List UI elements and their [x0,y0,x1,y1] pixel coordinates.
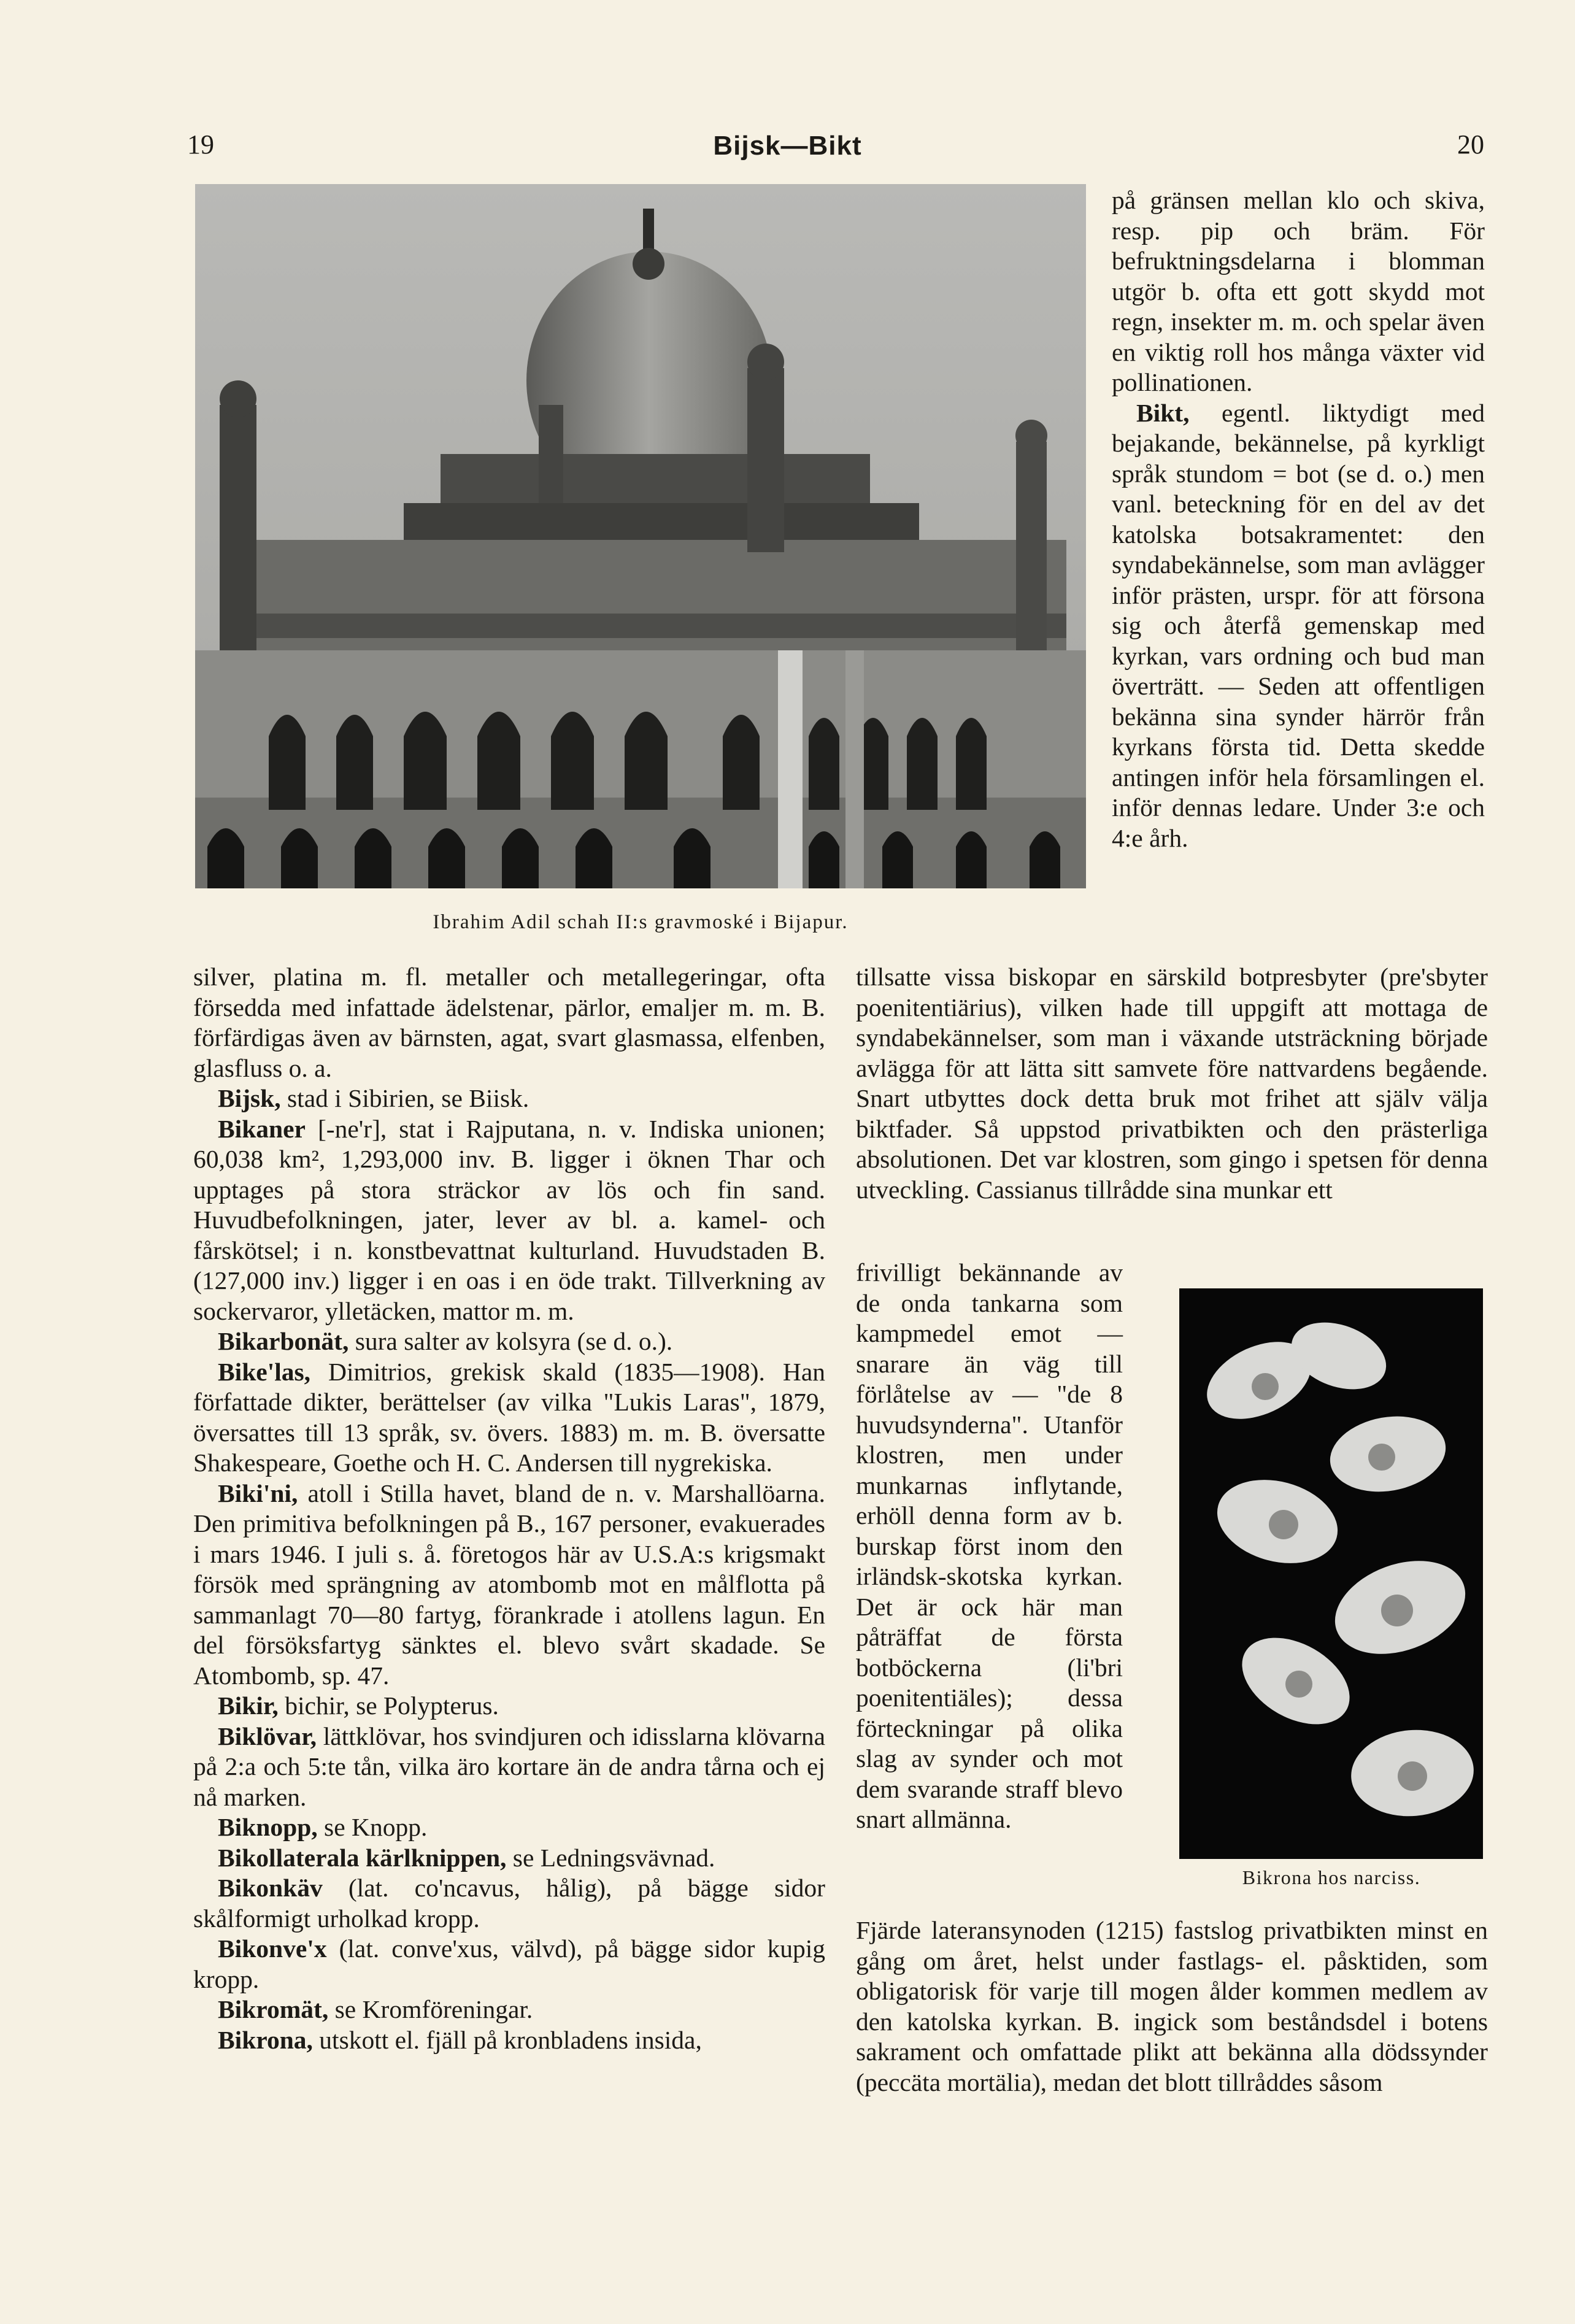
entry-bikt-continued: tillsatte vissa biskopar en särskild botpresbyter (pre'sbyter poenitentiärius), vilken hade till uppgift att mottaga de syndabekännelser, som man i växande utsträckning började avlägga för att lätta sitt samvete före nattvardens begående. Snart utbyttes dock detta bruk mot frihet att själv välja biktfader. Så uppstod privatbikten och den prästerliga absolutionen. Det var klostren, som gingo i spetsen för denna utveckling. Cassianus tillrådde sina munkar ett [856,963,1488,1204]
headword-bikini: Biki'ni, [218,1479,298,1507]
entry-bikir: Bikir, bichir, se Polypterus. [218,1691,499,1720]
entry-biknopp: Biknopp, se Knopp. [218,1813,428,1841]
headword-bikaner: Bikaner [218,1114,306,1143]
entry-bikollaterala: Bikollaterala kärlknippen, se Ledningsvävnad. [218,1843,715,1872]
entry-bikonkav: Bikonkäv (lat. co'ncavus, hålig), på bägge sidor skålformigt urholkad kropp. [193,1874,825,1933]
headword-bikromat: Bikromät, [218,1995,329,2023]
entry-bikt-narrow: frivilligt bekännande av de onda tankarna som kampmedel emot — snarare än väg till förlåtelse av — "de 8 huvudsynderna". Utanför klostren, men under munkarnas inflytande, erhöll denna form av b. burskap först inom den irländsk-skotska kyrkan. Det är ock här man påträffat de första botböckerna (li'bri poenitentiäles); dessa förteckningar på olika slag av synder och mot dem svarande straff blevo snart allmänna. [856,1258,1123,1833]
right-column-top [1112,185,1485,853]
entry-bikt [1112,398,1485,854]
entry-bikonvex: Bikonve'x (lat. conve'xus, välvd), på bägge sidor kupig kropp. [193,1934,825,1993]
entry-bikarbonat: Bikarbonät, sura salter av kolsyra (se d. o.). [218,1327,673,1355]
right-column-bottom [856,1915,1488,2098]
headword-bikt: Bikt, [1136,398,1190,427]
mosque-photo [195,184,1086,888]
entry-continuation-silver: silver, platina m. fl. metaller och metallegeringar, ofta försedda med infattade ädelstenar, pärlor, emaljer m. m. B. förfärdigas även av bärnsten, agat, svart glasmassa, elfenben, glasfluss o. a. [193,963,825,1082]
narcissus-photo [1179,1288,1483,1859]
entry-bikini: Biki'ni, atoll i Stilla havet, bland de n. v. Marshallöarna. Den primitiva befolkningen på B., 167 personer, evakuerades i mars 1946. I juli s. å. företogos här av U.S.A:s krigsmakt försök med sprängning av atombomb mot en målflotta på sammanlagt 70—80 fartyg, förankrade i atollens lagun. En del försöksfartyg sänktes el. blevo svårt skadade. Se Atombomb, sp. 47. [193,1479,825,1690]
entry-bikaner: Bikaner [-ne'r], stat i Rajputana, n. v. Indiska unionen; 60,038 km², 1,293,000 inv. B. ligger i öknen Thar och upptages på stora sträckor av lös och fin sand. Huvudbefolkningen, jater, lever av bl. a. kamel- och fårskötsel; i n. konstbevattnat kulturland. Huvudstaden B. (127,000 inv.) ligger i en oas i en öde trakt. Tillverkning av sockervaror, ylletäcken, mattor m. m. [193,1114,825,1325]
entry-bikrona: Bikrona, utskott el. fjäll på kronbladens insida, [218,2025,702,2054]
right-column-narrow [856,1258,1123,1835]
narcissus-caption: Bikrona hos narciss. [1242,1866,1421,1888]
page-number-left: 19 [187,129,214,160]
left-column [193,962,825,2055]
entry-bijsk: Bijsk, stad i Sibirien, se Biisk. [218,1084,529,1112]
headword-bikelas: Bike'las, [218,1357,311,1386]
headword-bikollaterala: Bikollaterala kärlknippen, [218,1843,507,1872]
headword-bikonvex: Bikonve'x [218,1934,327,1963]
mosque-caption: Ibrahim Adil schah II:s gravmoské i Bijapur. [433,911,849,933]
headword-bikarbonat: Bikarbonät, [218,1327,349,1355]
headword-bikir: Bikir, [218,1691,279,1720]
right-column-mid [856,962,1488,1205]
entry-text-bikt: egentl. liktydigt med bejakande, bekännelse, på kyrkligt språk stundom = bot (se d. o.) men vanl. beteckning för en del av det katolska botsakramentet: den syndabekännelse, som man avlägger inför prästen, urspr. för att försona sig och återfå gemenskap med kyrkan, vars ordning och bud man överträtt. — Seden att offentligen bekänna sina synder härrör från kyrkans första tid. Detta skedde antingen inför hela församlingen el. inför dennas ledare. Under 3:e och 4:e årh. [1112,398,1485,852]
entry-biklovar: Biklövar, lättklövar, hos svindjuren och idisslarna klövarna på 2:a och 5:te tån, vilka äro kortare än de andra tårna och ej nå marken. [193,1722,825,1811]
entry-bikt-final: Fjärde lateransynoden (1215) fastslog privatbikten minst en gång om året, helst under fastlags- el. påsktiden, som obligatorisk för varje till mogen ålder kommen medlem av den katolska kyrkan. B. ingick som beståndsdel i botens sakrament och omfattade plikt att bekänna alla dödssynder (peccäta mortälia), medan det blott tillråddes såsom [856,1916,1488,2096]
running-title: Bijsk—Bikt [713,131,862,161]
page-number-right: 20 [1457,129,1484,160]
headword-bikrona: Bikrona, [218,2025,313,2054]
headword-bikonkav: Bikonkäv [218,1874,323,1902]
headword-biklovar: Biklövar, [218,1722,317,1750]
narcissus-illustration [1179,1288,1483,1859]
entry-bikelas: Bike'las, Dimitrios, grekisk skald (1835—1908). Han författade dikter, berättelser (av vilka "Lukis Laras", 1879, översattes till 13 språk, sv. övers. 1883) m. m. B. översatte Shakespeare, Goethe och H. C. Andersen till nygrekiska. [193,1357,825,1477]
entry-continuation-bikrona: på gränsen mellan klo och skiva, resp. pip och bräm. För befruktningsdelarna i blomman utgör b. ofta ett gott skydd mot regn, insekter m. m. och spelar även en viktig roll hos många växter vid pollinationen. [1112,186,1485,396]
mosque-illustration [195,184,1086,888]
headword-bijsk: Bijsk, [218,1084,281,1112]
entry-bikromat: Bikromät, se Kromföreningar. [218,1995,533,2023]
headword-biknopp: Biknopp, [218,1813,318,1841]
